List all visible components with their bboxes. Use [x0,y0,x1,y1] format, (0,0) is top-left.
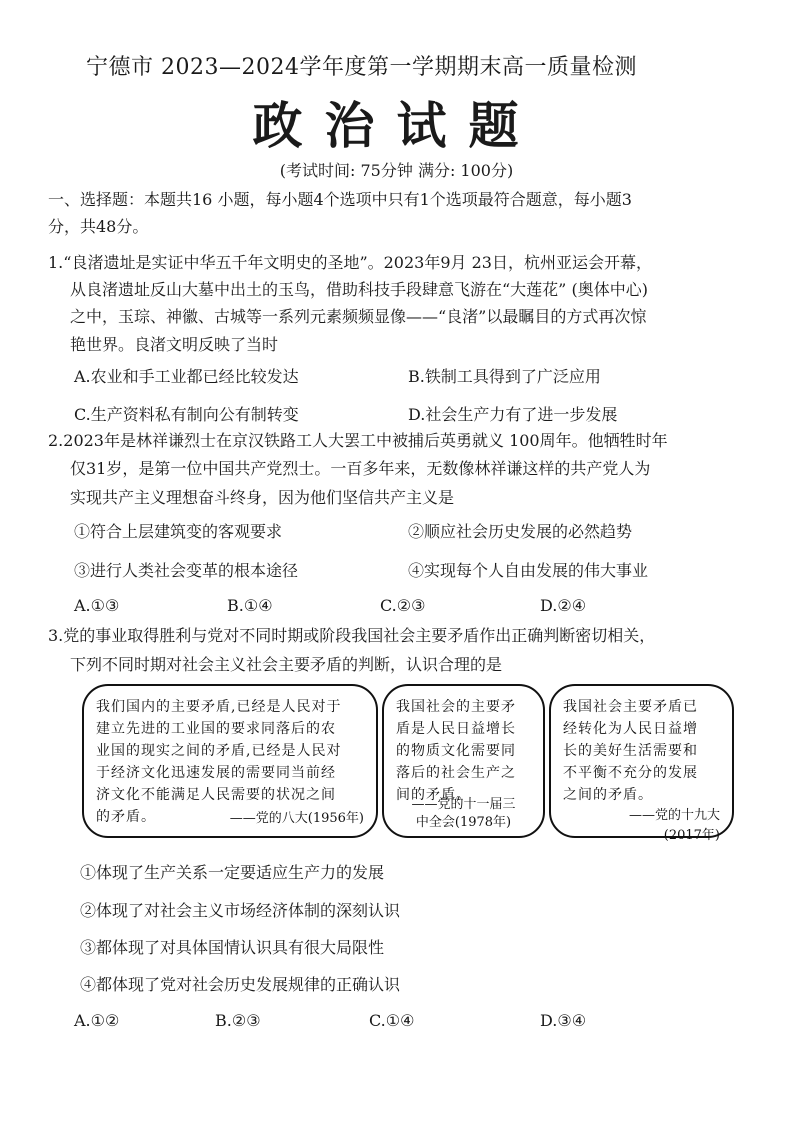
quote-source-line: ——党的十一届三 [411,797,516,812]
q1-option-d: D.社会生产力有了进一步发展 [408,405,618,424]
quote-source-line: 中全会(1978年) [415,815,512,830]
q2-choice-d: D.②④ [540,596,587,615]
q3-choice-c: C.①④ [369,1011,415,1030]
q1-text-line-4: 艳世界。良渚文明反映了当时 [70,335,279,354]
q2-statement-3: ③进行人类社会变革的根本途径 [74,561,299,580]
quote-source [384,796,543,832]
section-instruction-line-2: 分，共48分。 [48,217,149,236]
q3-statement-1: ①体现了生产关系一定要适应生产力的发展 [80,863,385,882]
quote-text-line: 不平衡不充分的发展 [563,765,698,781]
q1-text-line-3: 之中，玉琮、神徽、古城等一系列元素频频显像——“良渚”以最瞩目的方式再次惊 [70,307,647,326]
q3-statement-4: ④都体现了党对社会历史发展规律的正确认识 [80,975,401,994]
q3-text-line-1: 3.党的事业取得胜利与党对不同时期或阶段我国社会主要矛盾作出正确判断密切相关， [48,626,656,645]
quote-text-line: 我国社会的主要矛 [396,699,516,715]
q3-text-line-2: 下列不同时期对社会主义社会主要矛盾的判断，认识合理的是 [70,655,503,674]
q1-text-line-2: 从良渚遗址反山大墓中出土的玉鸟，借助科技手段肆意飞游在“大莲花” (奥体中心) [70,280,648,299]
section-instruction-line-1: 一、选择题：本题共16 小题，每小题4个选项中只有1个选项最符合题意，每小题3 [48,190,632,209]
q2-choice-b: B.①④ [227,596,273,615]
q2-statement-2: ②顺应社会历史发展的必然趋势 [408,522,633,541]
q1-text-line-1: 1.“良渚遗址是实证中华五千年文明史的圣地”。2023年9月 23日，杭州亚运会开幕， [48,253,652,272]
q1-option-c: C.生产资料私有制向公有制转变 [74,405,299,424]
quote-text-line: 我们国内的主要矛盾,已经是人民对于 [96,699,342,715]
q2-statement-4: ④实现每个人自由发展的伟大事业 [408,561,649,580]
quote-text-line: 的物质文化需要同 [396,743,516,759]
q3-statement-3: ③都体现了对具体国情认识具有很大局限性 [80,938,385,957]
exam-subtitle: 宁德市 2023—2024学年度第一学期期末高一质量检测 [86,55,637,80]
quote-text-line: 济文化不能满足人民需要的状况之间 [96,787,336,803]
q3-choice-b: B.②③ [215,1011,261,1030]
quote-text-line: 盾是人民日益增长 [396,721,516,737]
q1-option-b: B.铁制工具得到了广泛应用 [408,367,601,386]
q2-statement-1: ①符合上层建筑变的客观要求 [74,522,283,541]
q3-statement-2: ②体现了对社会主义市场经济体制的深刻认识 [80,901,401,920]
quote-text-line: 间的矛盾。 [396,787,471,803]
quote-text-line: 的矛盾。 [96,809,156,825]
quote-source-line: (2017年) [663,828,720,843]
quote-text-line: 于经济文化迅速发展的需要同当前经 [96,765,336,781]
q3-material-boxes [82,684,734,842]
q2-text-line-1: 2.2023年是林祥谦烈士在京汉铁路工人大罢工中被捕后英勇就义 100周年。他牺牲时年 [48,431,668,450]
quote-text-line: 之间的矛盾。 [563,787,653,803]
q3-choice-d: D.③④ [540,1011,587,1030]
q3-choice-a: A.①② [74,1011,120,1030]
quote-source-line: ——党的十九大 [628,808,720,823]
quote-box-1978 [382,684,545,838]
q2-choice-a: A.①③ [74,596,120,615]
exam-info: (考试时间: 75分钟 满分: 100分) [279,161,514,180]
q2-text-line-2: 仅31岁，是第一位中国共产党烈士。一百多年来，无数像林祥谦这样的共产党人为 [70,459,651,478]
page-title: 政治试题 [252,96,541,155]
quote-text-line: 建立先进的工业国的要求同落后的农 [96,721,336,737]
q2-choice-c: C.②③ [380,596,426,615]
quote-text-line: 长的美好生活需要和 [563,743,698,759]
q1-option-a: A.农业和手工业都已经比较发达 [74,367,299,386]
quote-text-line: 业国的现实之间的矛盾,已经是人民对 [96,743,342,759]
quote-box-2017 [549,684,734,843]
quote-box-1956 [82,684,378,838]
quote-text-line: 我国社会主要矛盾已 [563,699,698,715]
q2-text-line-3: 实现共产主义理想奋斗终身，因为他们坚信共产主义是 [70,488,455,507]
quote-text-line: 经转化为人民日益增 [563,721,698,737]
quote-source: ——党的八大(1956年) [229,811,364,826]
quote-text-line: 落后的社会生产之 [396,765,516,781]
